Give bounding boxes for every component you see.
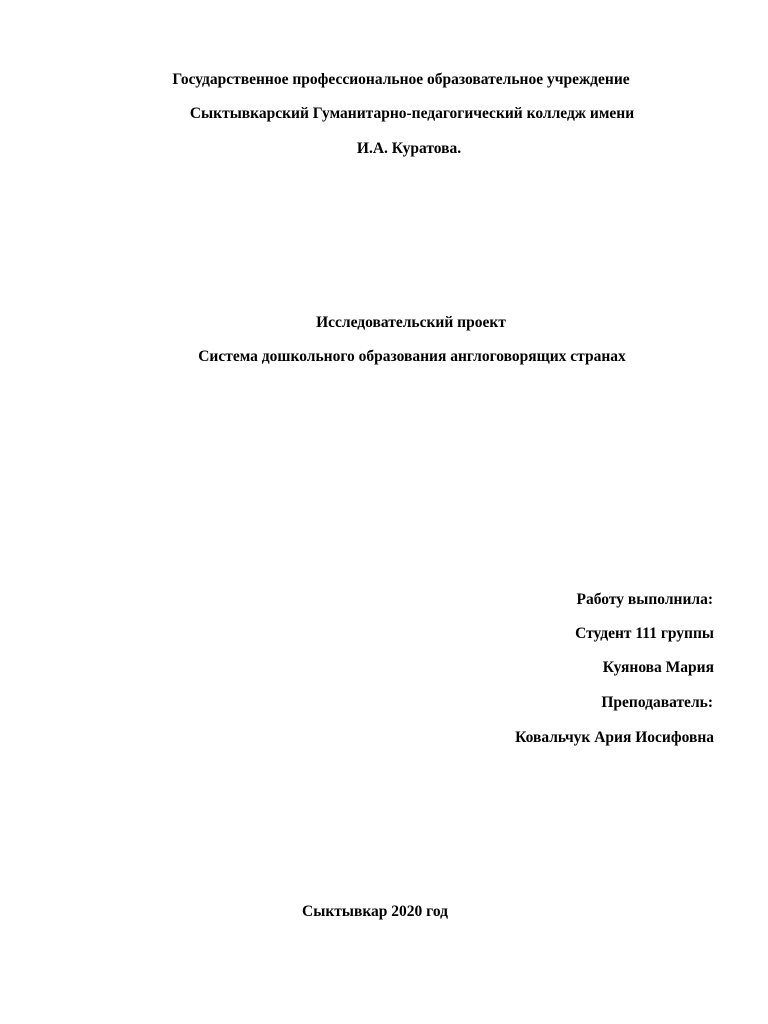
institution-line-2: Сыктывкарский Гуманитарно-педагогический колледж имени xyxy=(189,105,635,122)
project-title: Система дошкольного образования англоговорящих странах xyxy=(198,348,626,365)
institution-line-1: Государственное профессиональное образовательное учреждение xyxy=(172,71,630,88)
institution-line-3: И.А. Куратова. xyxy=(356,140,462,157)
student-group: Студент 111 группы xyxy=(575,625,714,642)
performed-label: Работу выполнила: xyxy=(576,591,713,608)
teacher-label: Преподаватель: xyxy=(601,694,713,711)
student-name: Куянова Мария xyxy=(602,659,714,676)
teacher-name: Ковальчук Ария Иосифовна xyxy=(515,729,714,746)
project-type: Исследовательский проект xyxy=(316,314,506,331)
city-year: Сыктывкар 2020 год xyxy=(302,903,448,920)
